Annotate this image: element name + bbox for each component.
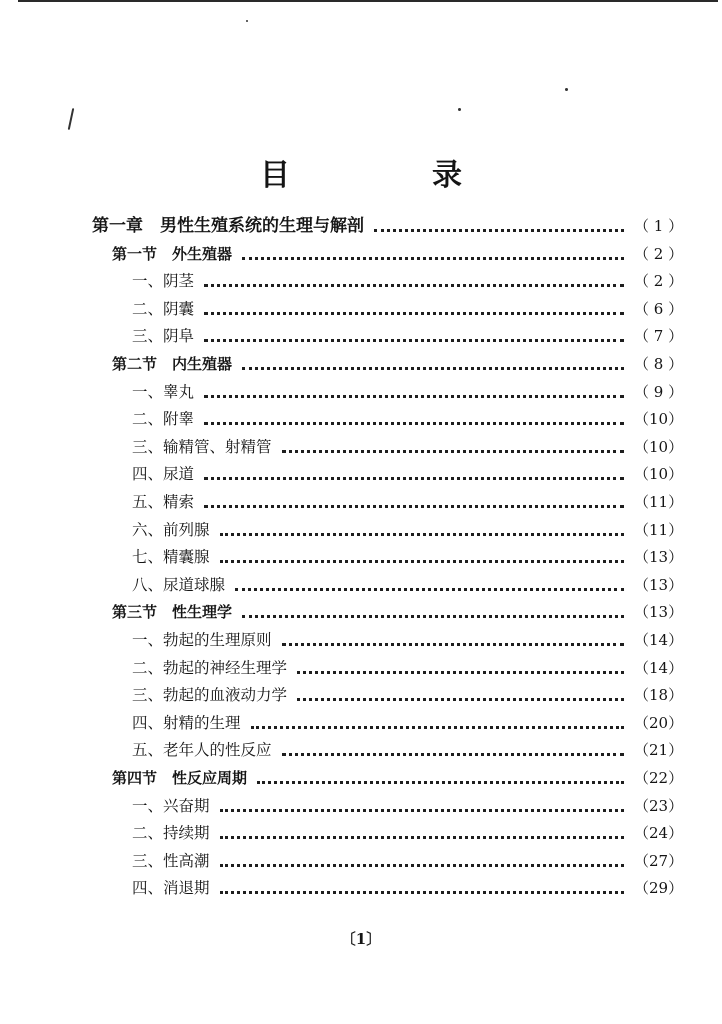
toc-entry-title: 第四节 性反应周期: [112, 769, 248, 787]
toc-entry-title: 一、勃起的生理原则: [132, 631, 272, 649]
dot-leader: [282, 448, 624, 453]
dot-leader: [257, 779, 624, 784]
toc-entry-page: （13）: [634, 548, 684, 566]
dot-leader: [251, 724, 624, 729]
toc-entry-page: （21）: [634, 741, 684, 759]
toc-entry-title: 一、兴奋期: [132, 797, 210, 815]
toc-entry-page: （ 2 ）: [634, 245, 684, 263]
toc-entry-page: （ 7 ）: [634, 327, 684, 345]
toc-entry-title: 一、睾丸: [132, 383, 195, 401]
toc-entry-item: [0, 681, 722, 709]
toc-entry-page: （ 2 ）: [634, 272, 684, 290]
toc-entry-item: [0, 792, 722, 820]
toc-entry-item: [0, 571, 722, 599]
dot-leader: [220, 862, 624, 867]
toc-entry-item: [0, 654, 722, 682]
scan-speck: [246, 20, 248, 22]
toc-entry-title: 六、前列腺: [132, 521, 210, 539]
toc-entry-page: （14）: [634, 631, 684, 649]
toc-entry-title: 七、精囊腺: [132, 548, 210, 566]
toc-entry-title: 第一节 外生殖器: [112, 245, 233, 263]
toc-entry-page: （10）: [634, 438, 684, 456]
toc-entry-title: 一、阴茎: [132, 272, 195, 290]
dot-leader: [220, 889, 624, 894]
toc-entry-title: 二、勃起的神经生理学: [132, 659, 288, 677]
toc-entry-page: （18）: [634, 686, 684, 704]
dot-leader: [220, 834, 624, 839]
dot-leader: [235, 586, 624, 591]
toc-entry-title: 第二节 内生殖器: [112, 355, 233, 373]
dot-leader: [242, 613, 624, 618]
dot-leader: [282, 641, 624, 646]
toc-entry-title: 三、阴阜: [132, 327, 195, 345]
toc-entry-page: （22）: [634, 769, 684, 787]
scan-speck: [68, 108, 75, 130]
toc-entry-page: （23）: [634, 797, 684, 815]
toc-entry-title: 二、持续期: [132, 824, 210, 842]
toc-entry-title: 第一章 男性生殖系统的生理与解剖: [92, 216, 364, 236]
toc-entry-item: [0, 709, 722, 737]
page-title: 目 录: [260, 158, 518, 193]
toc-entry-item: [0, 322, 722, 350]
toc-entry-item: [0, 405, 722, 433]
toc-entry-page: （20）: [634, 714, 684, 732]
toc-entry-title: 五、精索: [132, 493, 195, 511]
toc-entry-item: [0, 267, 722, 295]
dot-leader: [220, 531, 624, 536]
dot-leader: [204, 475, 624, 480]
dot-leader: [204, 503, 624, 508]
toc-entry-section: [0, 764, 722, 792]
scan-speck: [458, 108, 461, 111]
dot-leader: [220, 558, 624, 563]
toc-entry-item: [0, 874, 722, 902]
dot-leader: [204, 310, 624, 315]
dot-leader: [220, 807, 624, 812]
top-scan-edge: [18, 0, 718, 2]
dot-leader: [242, 365, 624, 370]
dot-leader: [204, 337, 624, 342]
toc-entry-title: 五、老年人的性反应: [132, 741, 272, 759]
toc-entry-title: 三、性高潮: [132, 852, 210, 870]
scan-speck: [565, 88, 568, 91]
toc-entry-title: 二、阴囊: [132, 300, 195, 318]
toc-entry-page: （11）: [634, 493, 684, 511]
toc-entry-page: （29）: [634, 879, 684, 897]
toc-entry-page: （13）: [634, 603, 684, 621]
toc-entry-page: （ 9 ）: [634, 383, 684, 401]
toc-entry-item: [0, 847, 722, 875]
toc-entry-item: [0, 543, 722, 571]
toc-entry-item: [0, 626, 722, 654]
toc-entry-title: 二、附睾: [132, 410, 195, 428]
toc-entry-item: [0, 819, 722, 847]
toc-entry-page: （10）: [634, 465, 684, 483]
toc-entry-title: 三、输精管、射精管: [132, 438, 272, 456]
dot-leader: [204, 420, 624, 425]
toc-entry-page: （ 1 ）: [634, 217, 684, 235]
dot-leader: [297, 696, 624, 701]
toc-entry-page: （27）: [634, 852, 684, 870]
dot-leader: [297, 669, 624, 674]
page-number: 〔1〕: [340, 930, 382, 948]
toc-entry-page: （14）: [634, 659, 684, 677]
toc-entry-page: （13）: [634, 576, 684, 594]
toc-entry-title: 第三节 性生理学: [112, 603, 233, 621]
toc-entry-title: 四、射精的生理: [132, 714, 241, 732]
toc-entry-item: [0, 295, 722, 323]
dot-leader: [242, 255, 624, 260]
toc-entry-page: （24）: [634, 824, 684, 842]
toc-entry-chapter: [0, 212, 722, 240]
toc-entry-title: 四、消退期: [132, 879, 210, 897]
toc-entry-section: [0, 598, 722, 626]
toc-entry-title: 八、尿道球腺: [132, 576, 226, 594]
dot-leader: [374, 227, 624, 232]
toc-entry-item: [0, 736, 722, 764]
dot-leader: [204, 393, 624, 398]
toc-entry-page: （ 6 ）: [634, 300, 684, 318]
toc-entry-section: [0, 350, 722, 378]
toc-entry-item: [0, 460, 722, 488]
toc-entry-page: （11）: [634, 521, 684, 539]
dot-leader: [282, 751, 624, 756]
toc-entry-section: [0, 240, 722, 268]
toc-entry-page: （10）: [634, 410, 684, 428]
toc-entry-item: [0, 378, 722, 406]
toc-entry-title: 四、尿道: [132, 465, 195, 483]
toc-entry-item: [0, 488, 722, 516]
toc-entry-item: [0, 516, 722, 544]
toc-entry-item: [0, 433, 722, 461]
dot-leader: [204, 282, 624, 287]
toc-entry-page: （ 8 ）: [634, 355, 684, 373]
toc-entry-title: 三、勃起的血液动力学: [132, 686, 288, 704]
